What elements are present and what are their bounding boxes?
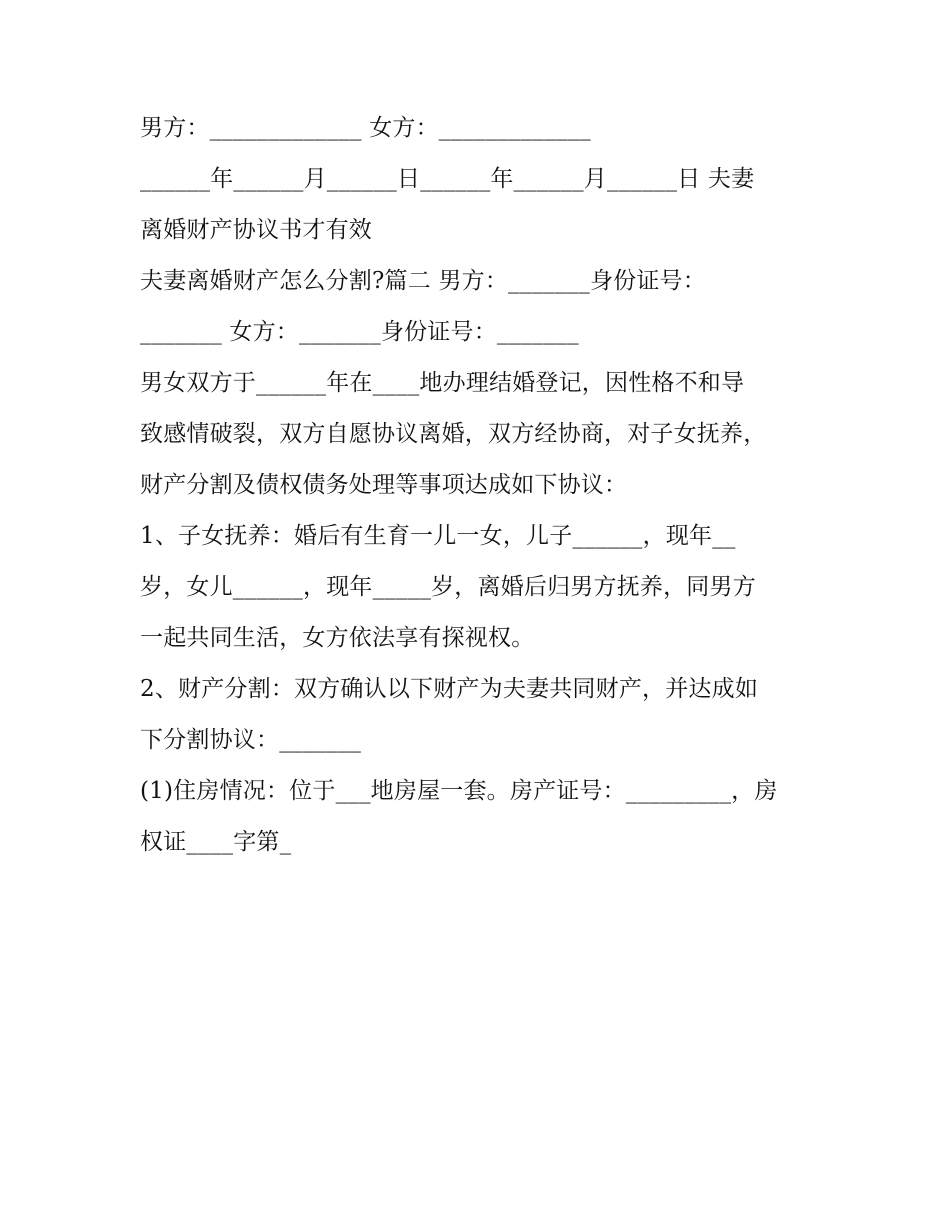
document-body	[140, 103, 820, 868]
text-line-child-custody: 1、子女抚养：婚后有生育一儿一女，儿子______，现年__	[140, 523, 736, 549]
text-line-section-two-heading: 夫妻离婚财产怎么分割?篇二 男方：_______身份证号：	[140, 268, 706, 294]
text-line-marriage-registration: 男女双方于______年在____地办理结婚登记，因性格不和导	[140, 370, 745, 396]
text-line-id-numbers: _______ 女方：_______身份证号：_______	[140, 319, 579, 345]
text-line-housing: (1)住房情况：位于___地房屋一套。房产证号：_________，房	[140, 778, 778, 804]
text-line-division-agreement: 下分割协议：_______	[140, 727, 362, 753]
text-line-child-custody-cont: 岁，女儿______，现年_____岁，离婚后归男方抚养，同男方	[140, 574, 756, 600]
text-line-agreement-intro: 致感情破裂，双方自愿协议离婚，双方经协商，对子女抚养，	[140, 421, 767, 447]
text-line-visitation: 一起共同生活，女方依法享有探视权。	[140, 625, 535, 651]
text-line-signatures: 男方：_____________ 女方：_____________	[140, 115, 591, 141]
text-line-property-division: 2、财产分割：双方确认以下财产为夫妻共同财产，并达成如	[140, 676, 759, 702]
text-line-validity: 离婚财产协议书才有效	[140, 217, 372, 243]
text-line-dates: ______年______月______日______年______月______日 夫妻	[140, 166, 755, 192]
text-line-housing-cont: 权证____字第_	[140, 829, 292, 855]
text-line-agreement-matters: 财产分割及债权债务处理等事项达成如下协议：	[140, 472, 628, 498]
